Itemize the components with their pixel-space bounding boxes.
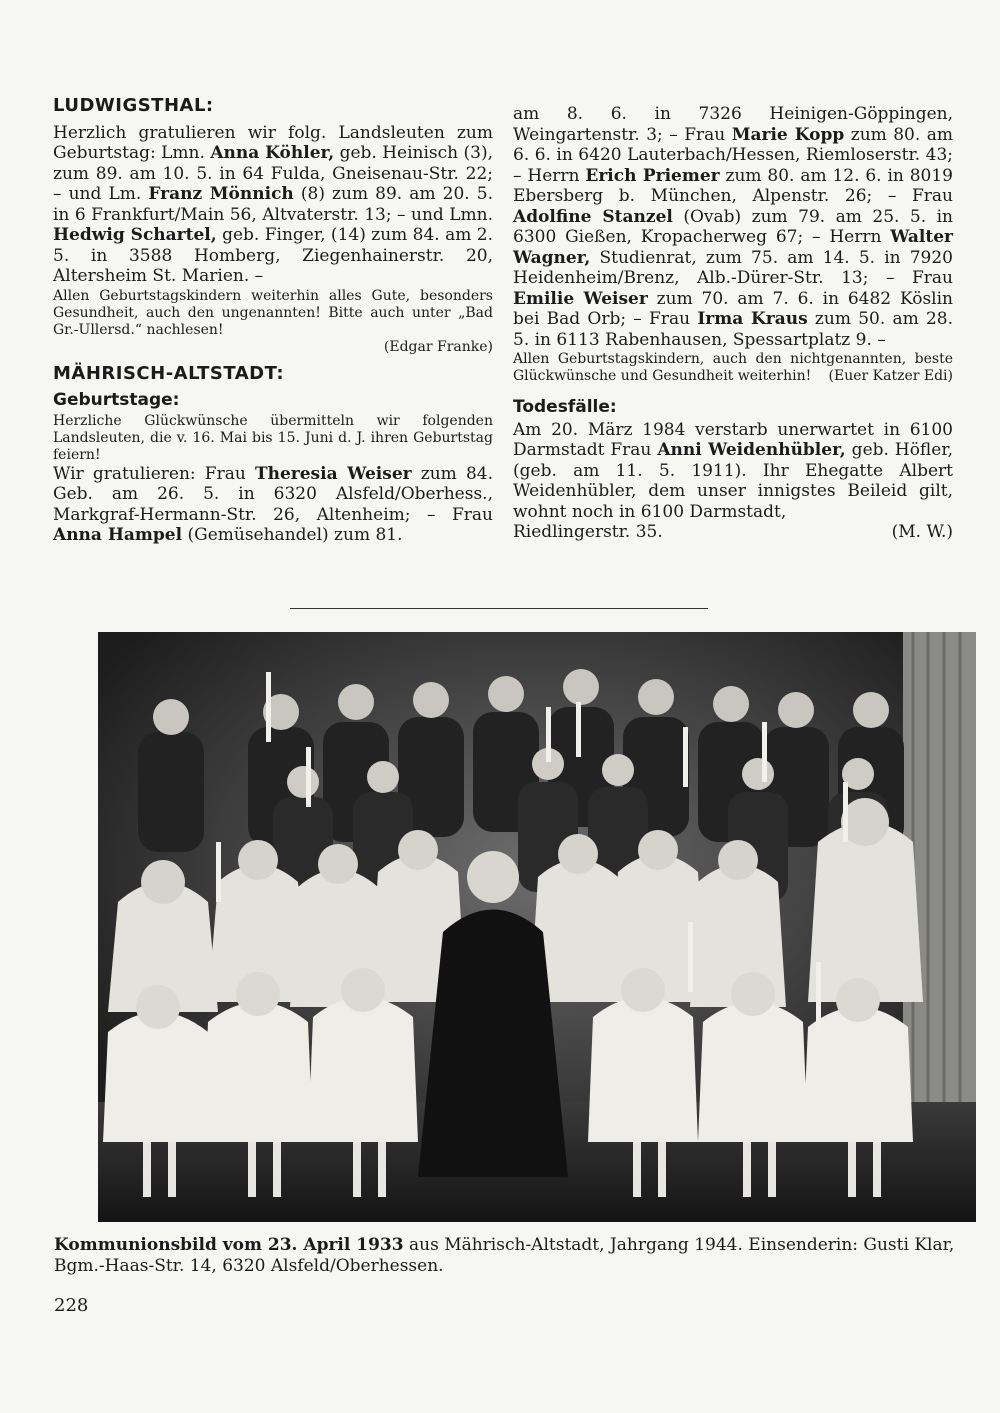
greeting-text: Allen Geburtstagskindern, auch den nichtgenannten, beste Glückwünsche und Gesundheit weiterhin! xyxy=(513,351,953,384)
text-run: Herzlich gratulieren wir folg. Landsleuten zum Geburtstag: Lmn. xyxy=(53,122,493,163)
person-name: Adolfine Stanzel xyxy=(513,206,673,227)
person-name: Hedwig Schartel, xyxy=(53,225,217,245)
text-run: Wir gratulieren: Frau xyxy=(53,463,255,484)
birthday-list-continued xyxy=(513,104,953,350)
person-name: Erich Priemer xyxy=(585,165,720,186)
maehrisch-greeting: Herzliche Glückwünsche übermitteln wir folgenden Landsleuten, die v. 16. Mai bis 15. Juni d. J. ihren Geburtstag feiern! xyxy=(53,412,493,463)
todesfaelle-heading: Todesfälle: xyxy=(513,397,617,417)
caption-title: Kommunionsbild vom 23. April 1933 xyxy=(54,1235,404,1255)
right-column xyxy=(513,104,953,543)
ludwigsthal-signature: (Edgar Franke) xyxy=(383,338,493,355)
text-run: Studienrat, zum 75. am 14. 5. in 7920 Heidenheim/Brenz, Alb.-Dürer-Str. 13; – Frau xyxy=(513,247,953,288)
maehrisch-paragraph xyxy=(53,464,493,546)
text-run: zum 80. am 12. 6. in 8019 Ebersberg b. München, Alpenstr. 26; – Frau xyxy=(513,165,953,206)
maehrisch-altstadt-heading: MÄHRISCH-ALTSTADT: xyxy=(53,362,285,384)
death-signature: (M. W.) xyxy=(891,522,953,542)
person-name: Anna Köhler, xyxy=(210,143,335,163)
text-run: zum 80. am 6. 6. in 6420 Lauterbach/Hessen, Riemloserstr. 43; – Herrn xyxy=(513,124,954,186)
section-divider xyxy=(290,608,708,609)
person-name: Franz Mönnich xyxy=(148,184,294,204)
ludwigsthal-paragraph xyxy=(53,123,493,287)
left-column xyxy=(53,96,493,546)
text-run: (Gemüsehandel) zum 81. xyxy=(182,525,403,545)
geburtstage-heading: Geburtstage: xyxy=(53,390,180,410)
text-run: geb. Finger, (14) zum 84. am 2. 5. in 3588 Homberg, Ziegenhainerstr. 20, Altersheim St. Marien. – xyxy=(53,225,494,286)
person-name: Walter Wagner, xyxy=(513,227,953,268)
right-signature: (Euer Katzer Edi) xyxy=(828,368,953,384)
text-run: (8) zum 89. am 20. 5. in 6 Frankfurt/Main 56, Altvaterstr. 13; – und Lmn. xyxy=(53,184,493,225)
right-greeting xyxy=(513,351,953,385)
ludwigsthal-heading: LUDWIGSTHAL: xyxy=(53,95,214,116)
text-run: (Ovab) zum 79. am 25. 5. in 6300 Gießen, Kropacherweg 67; – Herrn xyxy=(513,206,953,247)
text-run: Am 20. März 1984 verstarb unerwartet in 6100 Darmstadt Frau xyxy=(513,419,953,460)
text-run: zum 50. am 28. 5. in 6113 Rabenhausen, Spessartplatz 9. – xyxy=(513,309,954,350)
text-run: zum 70. am 7. 6. in 6482 Köslin bei Bad Orb; – Frau xyxy=(513,288,953,329)
person-name: Irma Kraus xyxy=(697,309,808,329)
person-name: Marie Kopp xyxy=(731,124,845,145)
text-run: am 8. 6. in 7326 Heinigen-Göppingen, Weingartenstr. 3; – Frau xyxy=(513,104,953,145)
person-name: Emilie Weiser xyxy=(513,288,648,309)
death-notice-last-line xyxy=(513,522,953,543)
photo-caption xyxy=(54,1235,964,1277)
caption-text: aus Mährisch-Altstadt, Jahrgang 1944. Einsenderin: Gusti Klar, Bgm.-Haas-Str. 14, 6320 Alsfeld/Oberhessen. xyxy=(54,1235,955,1276)
page-number: 228 xyxy=(54,1295,89,1316)
text-run: zum 84. Geb. am 26. 5. in 6320 Alsfeld/Oberhess., Markgraf-Hermann-Str. 26, Altenheim; – Frau xyxy=(53,463,493,525)
person-name: Anni Weidenhübler, xyxy=(657,440,846,460)
death-notice-paragraph xyxy=(513,420,953,523)
person-name: Anna Hampel xyxy=(53,525,183,545)
text-run: geb. Heinisch (3), zum 89. am 10. 5. in 64 Fulda, Gneisenau-Str. 22; – und Lm. xyxy=(53,143,493,204)
ludwigsthal-greeting: Allen Geburtstagskindern weiterhin alles Gute, besonders Gesundheit, auch den ungenannten! Bitte auch unter „Bad Gr.-Ullersd.“ nachlesen! xyxy=(53,287,493,338)
text-run: geb. Höfler, (geb. am 11. 5. 1911). Ihr Ehegatte Albert Weidenhübler, dem unser innigstes Beileid gilt, wohnt noch in 6100 Darmstadt, xyxy=(513,440,953,522)
photo-illustration xyxy=(98,632,976,1222)
person-name: Theresia Weiser xyxy=(254,463,412,484)
death-address: Riedlingerstr. 35. xyxy=(513,522,663,542)
communion-group-photo xyxy=(98,632,976,1222)
